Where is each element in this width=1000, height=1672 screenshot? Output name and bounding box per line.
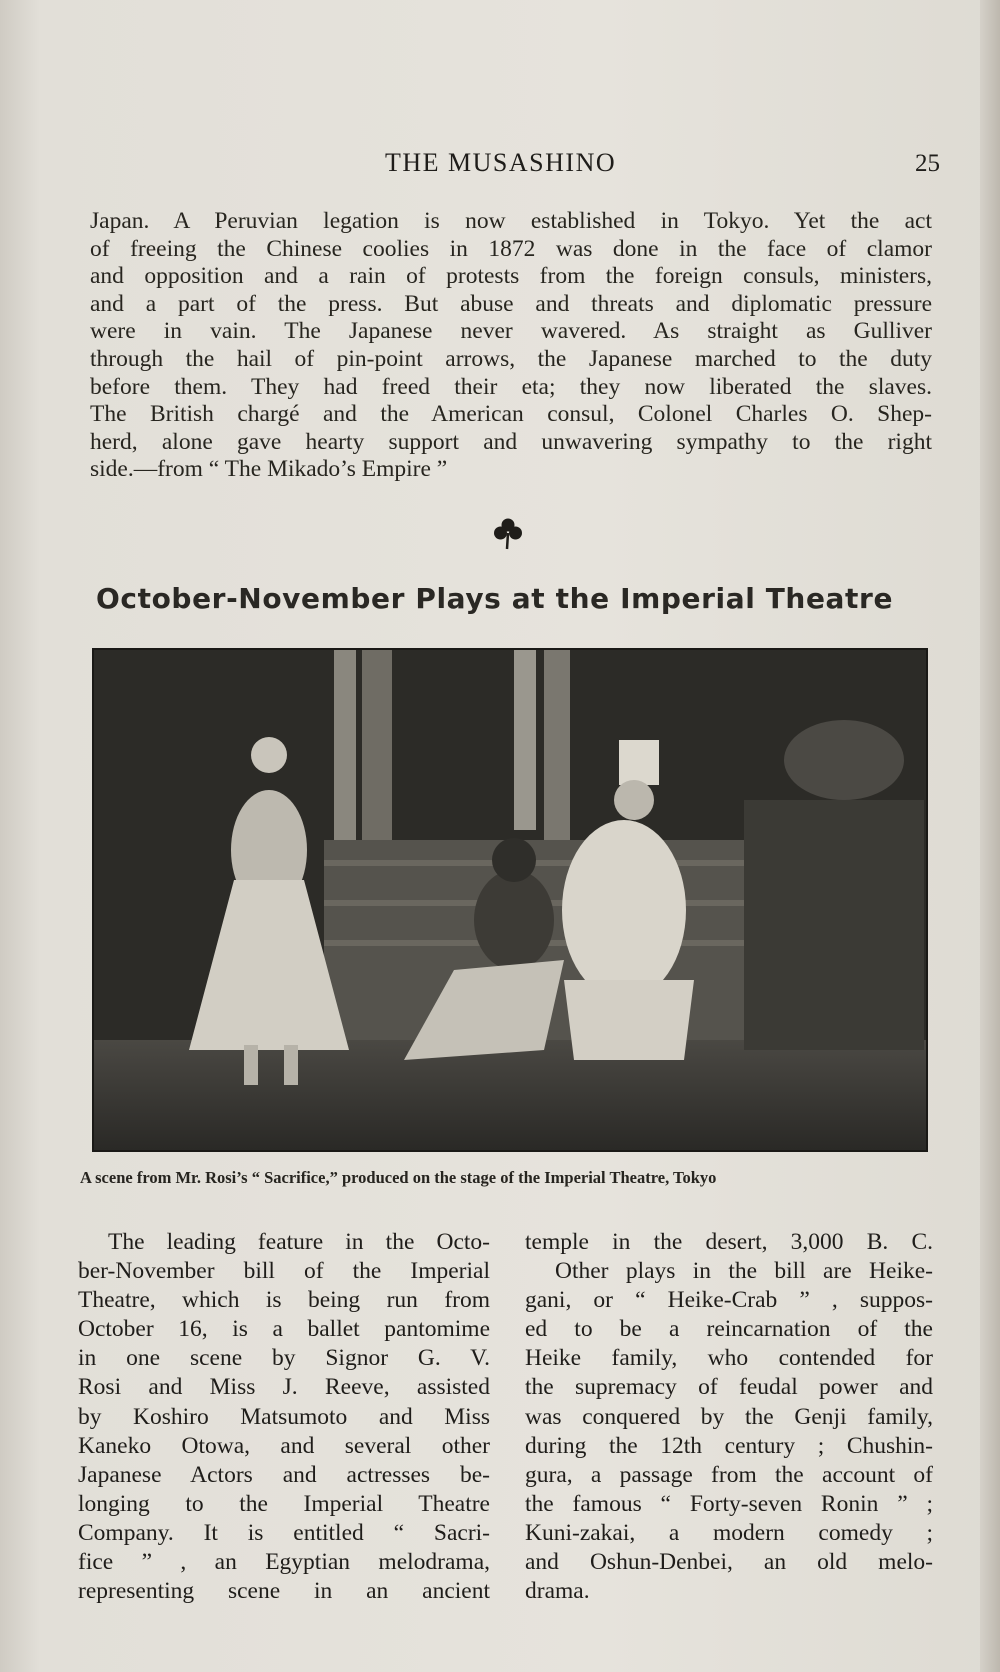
intro-line: and opposition and a rain of protests from the foreign consuls, ministers, <box>90 263 932 290</box>
column-line: Japanese Actors and actresses be- <box>78 1461 490 1488</box>
column-line: and Oshun-Denbei, an old melo- <box>525 1549 933 1576</box>
page-gutter <box>980 0 1000 1672</box>
article-right-column <box>525 1228 933 1606</box>
theatre-scene-photo <box>92 648 928 1152</box>
intro-paragraph <box>90 208 932 484</box>
photo-caption: A scene from Mr. Rosi’s “ Sacrifice,” produced on the stage of the Imperial Theatre, Tokyo <box>80 1168 717 1187</box>
column-line: representing scene in an ancient <box>78 1578 490 1605</box>
column-line: Other plays in the bill are Heike- <box>555 1258 933 1285</box>
intro-line: were in vain. The Japanese never wavered. As straight as Gulliver <box>90 318 932 345</box>
column-line: Rosi and Miss J. Reeve, assisted <box>78 1374 490 1401</box>
intro-line: herd, alone gave hearty support and unwavering sympathy to the right <box>90 428 932 455</box>
column-line: The leading feature in the Octo- <box>108 1229 490 1255</box>
column-line: the famous “ Forty-seven Ronin ” ; <box>525 1490 933 1517</box>
column-line: October 16, is a ballet pantomime <box>78 1316 490 1343</box>
page-number: 25 <box>915 150 940 177</box>
column-line: Heike family, who contended for <box>525 1345 933 1372</box>
shamrock-icon <box>490 515 526 551</box>
column-line: the supremacy of feudal power and <box>525 1374 933 1401</box>
column-line: in one scene by Signor G. V. <box>78 1345 490 1372</box>
intro-line: Japan. A Peruvian legation is now established in Tokyo. Yet the act <box>90 208 932 234</box>
article-headline: October-November Plays at the Imperial Theatre <box>96 582 894 615</box>
column-line: ber-November bill of the Imperial <box>78 1258 490 1285</box>
column-line: temple in the desert, 3,000 B. C. <box>525 1229 933 1255</box>
column-line: gura, a passage from the account of <box>525 1461 933 1488</box>
intro-line: and a part of the press. But abuse and threats and diplomatic pressure <box>90 290 932 317</box>
column-line: by Koshiro Matsumoto and Miss <box>78 1403 490 1430</box>
intro-line: of freeing the Chinese coolies in 1872 was done in the face of clamor <box>90 235 932 262</box>
intro-line: side.—from “ The Mikado’s Empire ” <box>90 456 448 483</box>
column-line: longing to the Imperial Theatre <box>78 1490 490 1517</box>
column-line: drama. <box>525 1578 590 1605</box>
intro-line: before them. They had freed their eta; they now liberated the slaves. <box>90 373 932 400</box>
column-line: ed to be a reincarnation of the <box>525 1316 933 1343</box>
column-line: during the 12th century ; Chushin- <box>525 1432 933 1459</box>
intro-line: through the hail of pin-point arrows, the Japanese marched to the duty <box>90 345 932 372</box>
column-line: was conquered by the Genji family, <box>525 1403 933 1430</box>
running-title: THE MUSASHINO <box>385 148 617 177</box>
column-line: Kuni-zakai, a modern comedy ; <box>525 1519 933 1546</box>
running-header <box>90 148 940 182</box>
column-line: Kaneko Otowa, and several other <box>78 1432 490 1459</box>
intro-line: The British chargé and the American consul, Colonel Charles O. Shep- <box>90 401 932 428</box>
column-line: fice ” , an Egyptian melodrama, <box>78 1549 490 1576</box>
column-line: gani, or “ Heike-Crab ” , suppos- <box>525 1287 933 1314</box>
column-line: Theatre, which is being run from <box>78 1287 490 1314</box>
column-line: Company. It is entitled “ Sacri- <box>78 1519 490 1546</box>
article-left-column <box>78 1228 490 1606</box>
